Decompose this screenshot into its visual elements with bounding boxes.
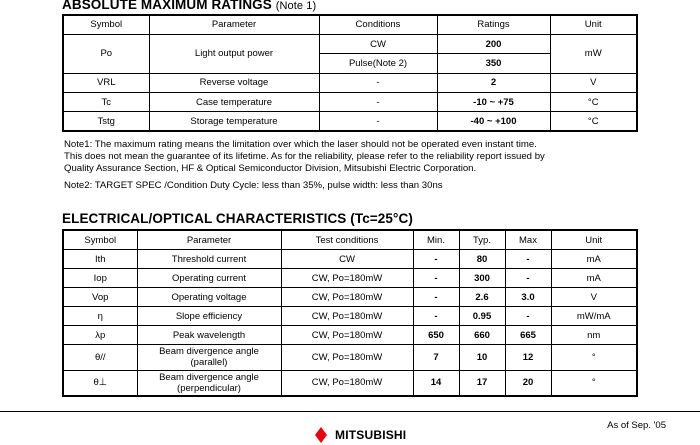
note2-line: Note2: TARGET SPEC /Condition Duty Cycle: less than 35%, pulse width: less than 30ns: [64, 180, 443, 191]
table-row: [63, 34, 637, 53]
cell-unit: nm: [551, 326, 637, 345]
absolute-max-note-ref: (Note 1): [275, 0, 317, 12]
cell-condition: Pulse(Note 2): [319, 54, 437, 73]
cell-condition: CW, Po=180mW: [281, 288, 413, 307]
table-row: [63, 370, 637, 396]
cell-unit: °C: [550, 112, 637, 131]
cell-unit: °: [551, 370, 637, 396]
cell-min: -: [413, 307, 459, 326]
cell-symbol: θ//: [63, 345, 137, 371]
cell-parameter: Light output power: [149, 34, 319, 73]
cell-typ: 0.95: [459, 307, 505, 326]
cell-symbol: Vop: [63, 288, 137, 307]
electrical-title: ELECTRICAL/OPTICAL CHARACTERISTICS (Tc=25°C): [62, 211, 413, 226]
cell-min: 7: [413, 345, 459, 371]
table-row: [63, 307, 637, 326]
header-symbol: Symbol: [63, 15, 149, 34]
cell-parameter: Threshold current: [137, 250, 281, 269]
cell-condition: CW, Po=180mW: [281, 307, 413, 326]
cell-min: 14: [413, 370, 459, 396]
table-row: [63, 93, 637, 112]
table-row: [63, 326, 637, 345]
cell-typ: 80: [459, 250, 505, 269]
header-symbol: Symbol: [63, 230, 137, 250]
cell-rating: 350: [437, 54, 550, 73]
cell-min: -: [413, 250, 459, 269]
cell-symbol: λp: [63, 326, 137, 345]
cell-condition: -: [319, 73, 437, 92]
cell-parameter: Operating voltage: [137, 288, 281, 307]
cell-max: -: [505, 269, 551, 288]
cell-rating: 2: [437, 73, 550, 92]
cell-typ: 2.6: [459, 288, 505, 307]
header-conditions: Conditions: [319, 15, 437, 34]
header-parameter: Parameter: [149, 15, 319, 34]
diamond-icon: [314, 427, 328, 443]
table-header-row: [63, 230, 637, 250]
absolute-max-title-text: ABSOLUTE MAXIMUM RATINGS: [62, 0, 272, 12]
table-row: [63, 73, 637, 92]
cell-max: -: [505, 250, 551, 269]
cell-max: -: [505, 307, 551, 326]
note1-line: This does not mean the guarantee of its lifetime. As for the reliability, please refer to the reliability report issued by: [64, 151, 545, 163]
cell-max: 20: [505, 370, 551, 396]
brand-name: MITSUBISHI: [335, 428, 407, 442]
cell-typ: 300: [459, 269, 505, 288]
cell-condition: -: [319, 93, 437, 112]
cell-condition: CW, Po=180mW: [281, 269, 413, 288]
cell-parameter: Storage temperature: [149, 112, 319, 131]
cell-parameter: Operating current: [137, 269, 281, 288]
cell-typ: 17: [459, 370, 505, 396]
cell-max: 3.0: [505, 288, 551, 307]
absolute-max-table: [62, 14, 638, 132]
table-header-row: [63, 15, 637, 34]
header-parameter: Parameter: [137, 230, 281, 250]
table-row: [63, 345, 637, 371]
cell-condition: CW: [281, 250, 413, 269]
cell-condition: CW, Po=180mW: [281, 345, 413, 371]
cell-min: -: [413, 288, 459, 307]
header-unit: Unit: [551, 230, 637, 250]
cell-parameter: [137, 345, 281, 371]
cell-unit: mA: [551, 269, 637, 288]
cell-unit: °C: [550, 93, 637, 112]
cell-symbol: Ith: [63, 250, 137, 269]
cell-unit: V: [550, 73, 637, 92]
table-row: [63, 269, 637, 288]
header-unit: Unit: [550, 15, 637, 34]
cell-rating: -40 ~ +100: [437, 112, 550, 131]
cell-condition: CW, Po=180mW: [281, 370, 413, 396]
cell-symbol: Tc: [63, 93, 149, 112]
table-row: [63, 288, 637, 307]
cell-parameter: Slope efficiency: [137, 307, 281, 326]
cell-max: 665: [505, 326, 551, 345]
cell-min: 650: [413, 326, 459, 345]
cell-symbol: Tstg: [63, 112, 149, 131]
cell-parameter: [137, 370, 281, 396]
mitsubishi-logo: [314, 427, 406, 443]
cell-max: 12: [505, 345, 551, 371]
header-test-conditions: Test conditions: [281, 230, 413, 250]
cell-unit: V: [551, 288, 637, 307]
absolute-max-title: [62, 0, 316, 12]
header-min: Min.: [413, 230, 459, 250]
note2-block: [64, 180, 443, 192]
cell-parameter: Reverse voltage: [149, 73, 319, 92]
cell-parameter: Peak wavelength: [137, 326, 281, 345]
cell-unit: mW/mA: [551, 307, 637, 326]
cell-symbol: Iop: [63, 269, 137, 288]
revision-date: As of Sep. '05: [607, 420, 666, 431]
table-row: [63, 250, 637, 269]
note1-line: Note1: The maximum rating means the limitation over which the laser should not be operated even instant time.: [64, 139, 537, 150]
cell-symbol: θ⊥: [63, 370, 137, 396]
cell-unit: °: [551, 345, 637, 371]
cell-rating: -10 ~ +75: [437, 93, 550, 112]
note1-block: [64, 139, 545, 176]
cell-parameter-line: Beam divergence angle: [159, 346, 259, 358]
cell-symbol: η: [63, 307, 137, 326]
header-ratings: Ratings: [437, 15, 550, 34]
cell-rating: 200: [437, 34, 550, 53]
cell-condition: -: [319, 112, 437, 131]
cell-parameter: Case temperature: [149, 93, 319, 112]
cell-symbol: VRL: [63, 73, 149, 92]
header-typ: Typ.: [459, 230, 505, 250]
cell-condition: CW: [319, 34, 437, 53]
cell-min: -: [413, 269, 459, 288]
cell-unit: mA: [551, 250, 637, 269]
cell-parameter-line: (perpendicular): [177, 382, 241, 394]
cell-parameter-line: (parallel): [190, 357, 228, 369]
cell-parameter-line: Beam divergence angle: [159, 371, 259, 383]
note1-line: Quality Assurance Section, HF & Optical Semiconductor Division, Mitsubishi Electric Corporation.: [64, 163, 477, 175]
table-row: [63, 112, 637, 131]
cell-unit: mW: [550, 34, 637, 73]
electrical-table: [62, 229, 638, 397]
cell-typ: 660: [459, 326, 505, 345]
cell-symbol: Po: [63, 34, 149, 73]
footer-divider: [0, 411, 700, 412]
cell-condition: CW, Po=180mW: [281, 326, 413, 345]
header-max: Max: [505, 230, 551, 250]
cell-typ: 10: [459, 345, 505, 371]
